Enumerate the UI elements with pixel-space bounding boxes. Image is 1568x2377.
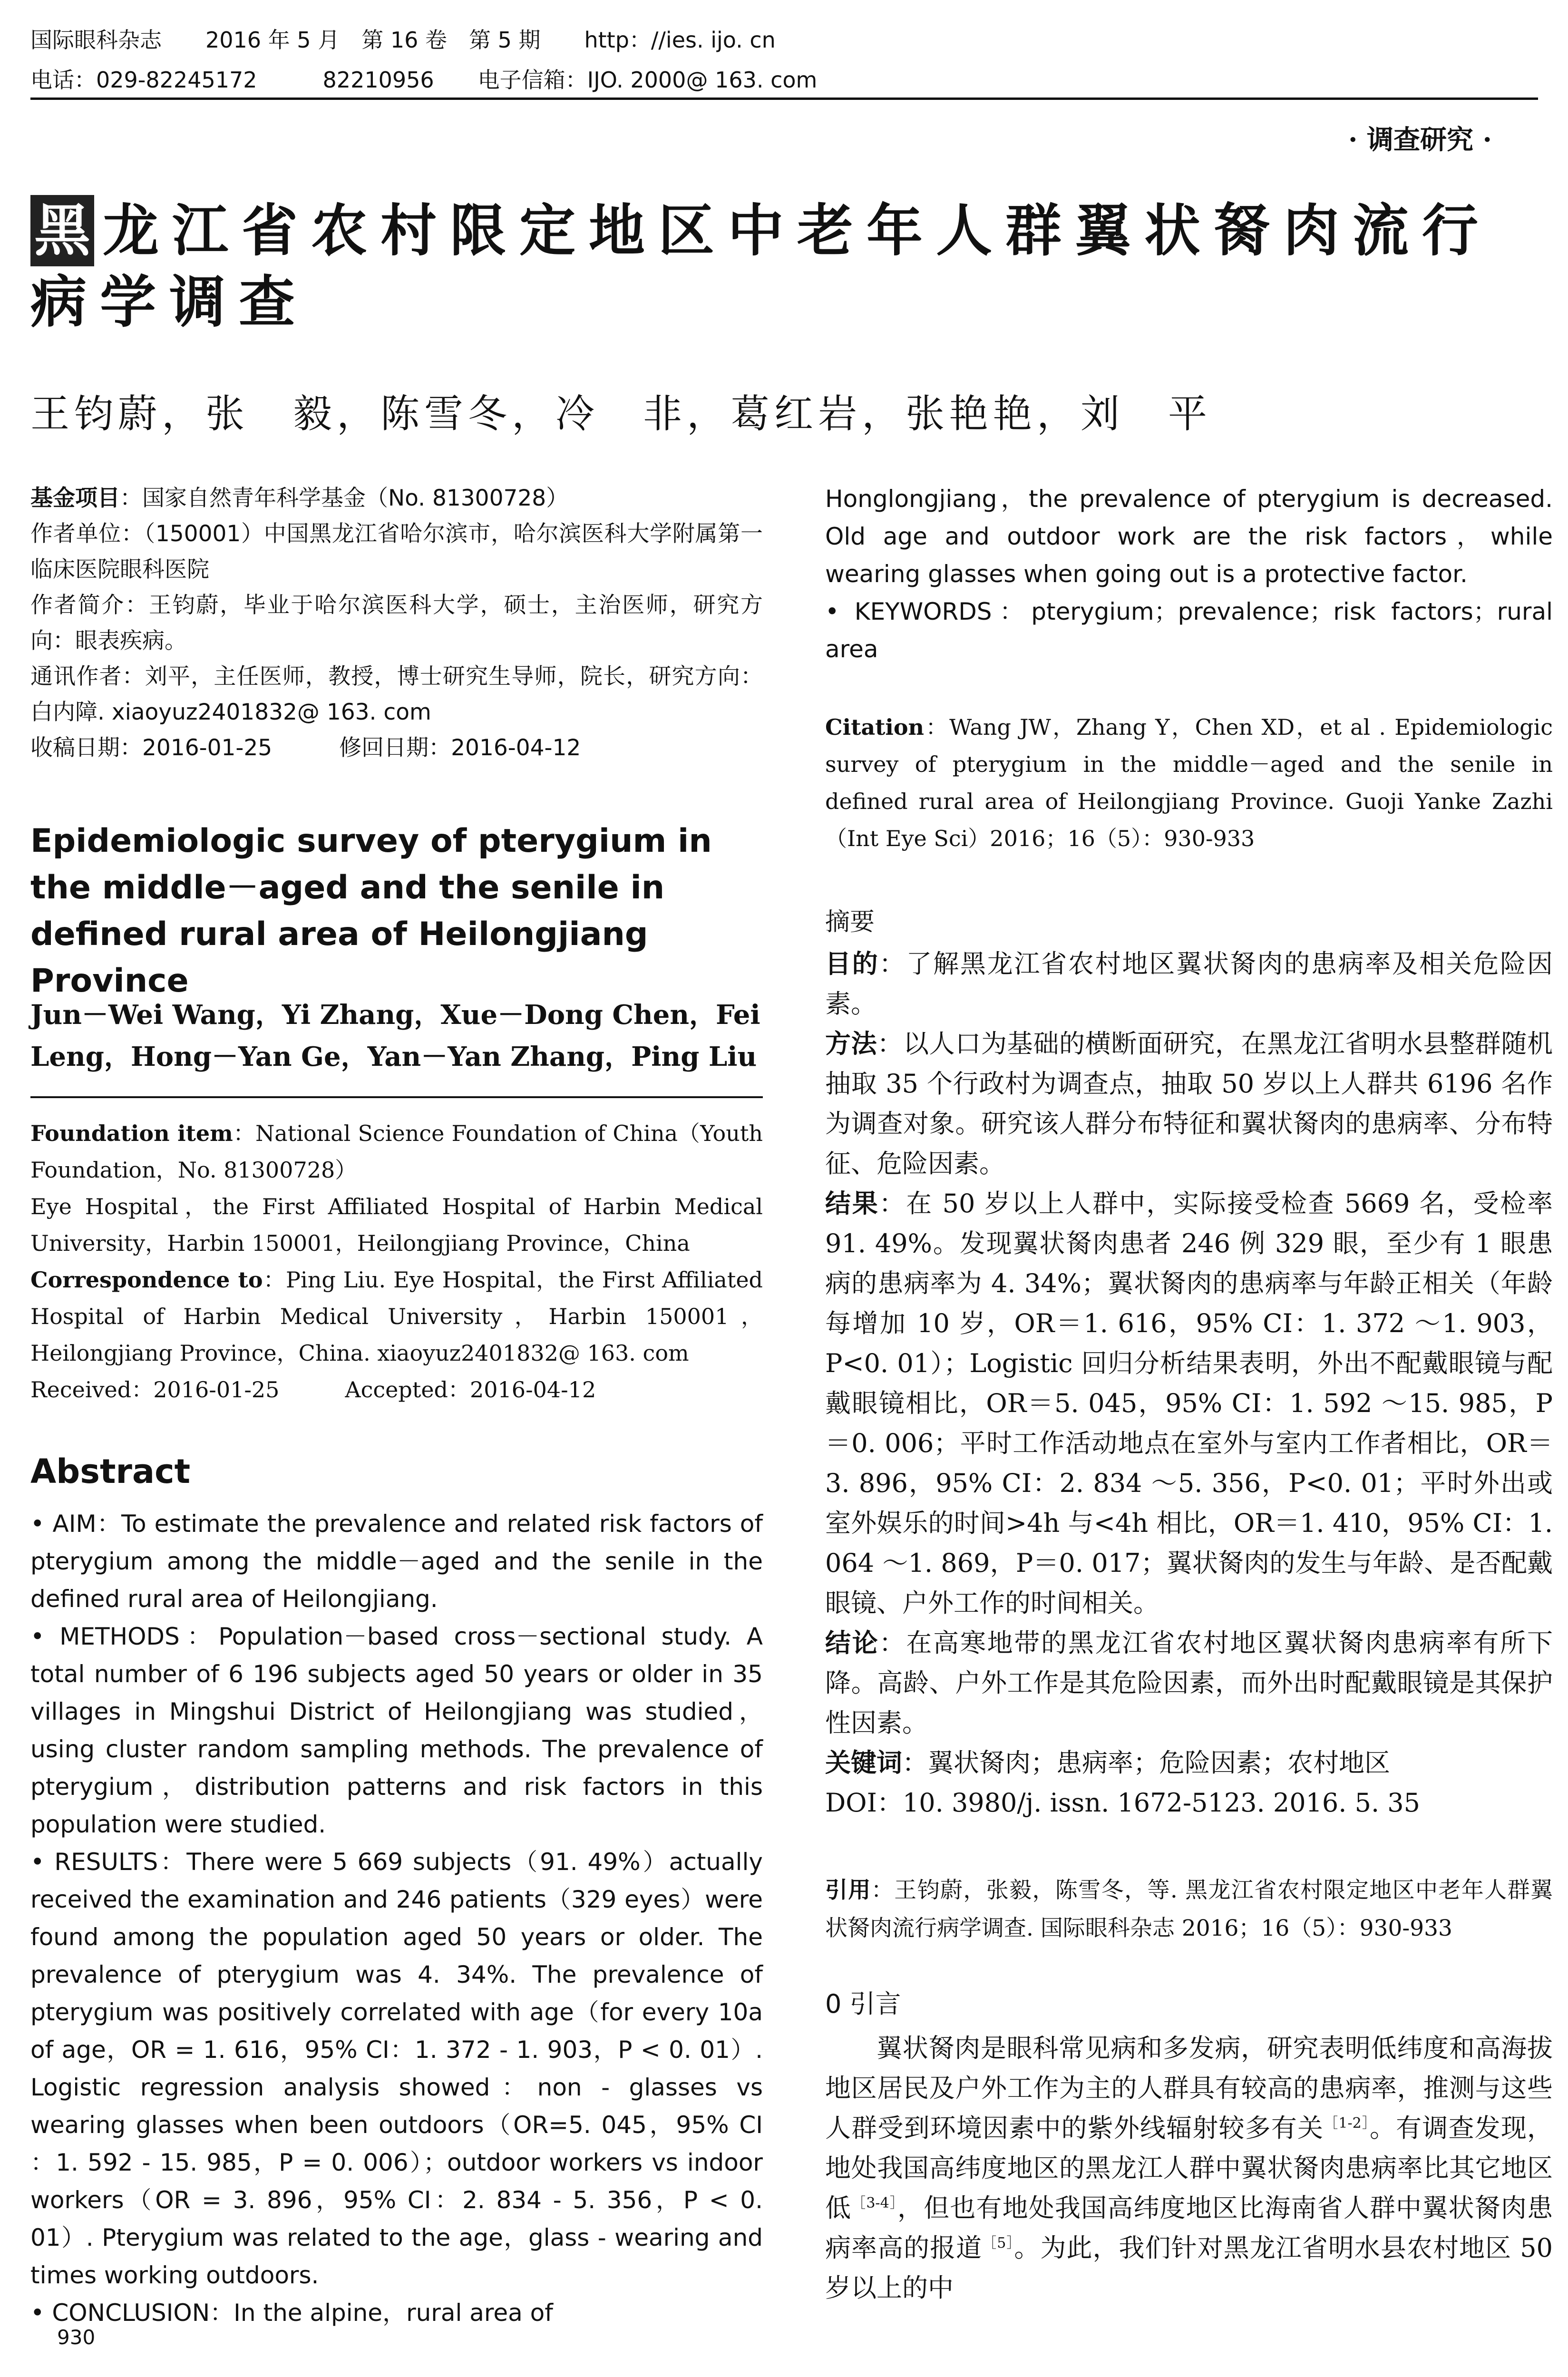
section-tag: · 调查研究 · xyxy=(1348,124,1492,156)
abstract-conclusion-start: • CONCLUSION：In the alpine，rural area of xyxy=(30,2299,553,2327)
abstract-continued xyxy=(825,480,1553,668)
affiliation-cn: 作者单位：（150001）中国黑龙江省哈尔滨市，哈尔滨医科大学附属第一临床医院眼科医院 xyxy=(30,521,763,583)
abstract-cn-results: 结果：在 50 岁以上人群中，实际接受检查 5669 名，受检率 91. 49%。发现翼状胬肉患者 246 例 329 眼，至少有 1 眼患病的患病率为 4. 34%；翼状胬肉的患病率与年龄正相关（年龄每增加 10 岁，OR＝1. 616，95% CI：1. 372 ～1. 903，P<0. 01）；Logistic 回归分析结果表明，外出不配戴眼镜与配戴眼镜相比，OR＝5. 045，95% CI：1. 592 ～15. 985，P＝0. 006；平时工作活动地点在室外与室内工作者相比，OR＝3. 896，95% CI：2. 834 ～5. 356，P<0. 01；平时外出或室外娱乐的时间>4h 与<4h 相比，OR＝1. 410，95% CI：1. 064 ～1. 869，P＝0. 017；翼状胬肉的发生与年龄、是否配戴眼镜、户外工作的时间相关。 xyxy=(825,1188,1553,1618)
abstract-cn-keywords: 关键词：翼状胬肉；患病率；危险因素；农村地区 xyxy=(825,1748,1390,1778)
authors-cn: 王钧蔚，张 毅，陈雪冬，冷 非，葛红岩，张艳艳，刘 平 xyxy=(30,391,1212,437)
article-title-en: Epidemiologic survey of pterygium in the middle－aged and the senile in defined rural area of Heilongjiang Province xyxy=(30,822,712,1000)
abstract-aim: • AIM：To estimate the prevalence and related risk factors of pterygium among the middle－aged and the senile in the defined rural area of Heilongjiang. xyxy=(30,1510,763,1613)
abstract-results: • RESULTS：There were 5 669 subjects（91. 49%）actually received the examination and 246 patients（329 eyes）were found among the population aged 50 years or older. The prevalence of pterygium was 4. 34%. The prevalence of pterygium was positively correlated with age（for every 10a of age，OR = 1. 616，95% CI：1. 372 - 1. 903，P < 0. 01）. Logistic regression analysis showed：non - glasses vs wearing glasses when been outdoors（OR=5. 045，95% CI ：1. 592 - 15. 985，P = 0. 006）；outdoor workers vs indoor workers（OR = 3. 896，95% CI：2. 834 - 5. 356，P < 0. 01）. Pterygium was related to the age，glass - wearing and times working outdoors. xyxy=(30,1848,763,2289)
doi: DOI：10. 3980/j. issn. 1672-5123. 2016. 5. 35 xyxy=(825,1788,1421,1818)
dates-cn: 收稿日期：2016-01-25 修回日期：2016-04-12 xyxy=(30,735,581,761)
authors-rule xyxy=(30,1096,763,1098)
abstract-body xyxy=(30,1505,763,2332)
intro-heading: 0 引言 xyxy=(825,1989,901,2019)
ref-1-2: ［1-2］ xyxy=(1324,2115,1370,2132)
running-header-contact: 电话：029-82245172 82210956 电子信箱：IJO. 2000@ 163. com xyxy=(30,67,818,93)
abstract-heading: Abstract xyxy=(30,1452,191,1491)
foundation-en: Foundation item：National Science Foundation of China（Youth Foundation，No. 81300728） xyxy=(30,1120,763,1183)
running-header-journal: 国际眼科杂志 2016 年 5 月 第 16 卷 第 5 期 http：//ies. ijo. cn xyxy=(30,27,776,53)
author-bio-cn: 作者简介：王钧蔚，毕业于哈尔滨医科大学，硕士，主治医师，研究方向：眼表疾病。 xyxy=(30,592,763,654)
abstract-cn xyxy=(825,944,1553,1823)
affiliation-en: Eye Hospital，the First Affiliated Hospital of Harbin Medical University，Harbin 150001，Heilongjiang Province，China xyxy=(30,1194,763,1256)
foundation-block-en xyxy=(30,1115,763,1408)
abstract-cn-conclusion: 结论：在高寒地带的黑龙江省农村地区翼状胬肉患病率有所下降。高龄、户外工作是其危险因素，而外出时配戴眼镜是其保护性因素。 xyxy=(825,1628,1553,1738)
abstract-keywords: • KEYWORDS：pterygium；prevalence；risk factors；rural area xyxy=(825,598,1553,663)
abstract-methods: • METHODS：Population－based cross－sectional study. A total number of 6 196 subjects aged 50 years or older in 35 villages in Mingshui District of Heilongjiang was studied，using cluster random sampling methods. The prevalence of pterygium，distribution patterns and risk factors in this population were studied. xyxy=(30,1623,763,1838)
citation-en: Citation：Wang JW，Zhang Y，Chen XD，et al . Epidemiologic survey of pterygium in the middle－aged and the senile in defined rural area of Heilongjiang Province. Guoji Yanke Zazhi（Int Eye Sci）2016；16（5）：930-933 xyxy=(825,714,1553,851)
title-first-char: 黑 xyxy=(30,195,94,266)
article-title-cn xyxy=(30,195,1543,338)
abstract-conclusion-cont: Honglongjiang，the prevalence of pterygium is decreased. Old age and outdoor work are the risk factors，while wearing glasses when going out is a protective factor. xyxy=(825,485,1553,588)
corresponding-cn: 通讯作者：刘平，主任医师，教授，博士研究生导师，院长，研究方向：白内障. xiaoyuz2401832@ 163. com xyxy=(30,663,763,725)
correspondence-en: Correspondence to：Ping Liu. Eye Hospital，the First Affiliated Hospital of Harbin Medical University，Harbin 150001，Heilongjiang Province，China. xiaoyuz2401832@ 163. com xyxy=(30,1267,763,1366)
received-en: Received：2016-01-25 Accepted：2016-04-12 xyxy=(30,1377,596,1403)
ref-5: ［5］ xyxy=(982,2235,1014,2251)
intro-paragraph: 翼状胬肉是眼科常见病和多发病，研究表明低纬度和高海拔地区居民及户外工作为主的人群具有较高的患病率，推测与这些人群受到环境因素中的紫外线辐射较多有关$^{[1-2]}$。有调查发现，地处我国高纬度地区的黑龙江人群中翼状胬肉患病率比其它地区低$^{[3-4]}$，但也有地处我国高纬度地区比海南省人群中翼状胬肉患病率高的报道$^{[5]}$。为此，我们针对黑龙江省明水县农村地区 50 岁以上的中 xyxy=(825,2033,1553,2303)
title-rest: 龙江省农村限定地区中老年人群翼状胬肉流行病学调查 xyxy=(30,198,1492,335)
funding-cn: 基金项目：国家自然青年科学基金（No. 81300728） xyxy=(30,485,569,511)
abstract-cn-objective: 目的：了解黑龙江省农村地区翼状胬肉的患病率及相关危险因素。 xyxy=(825,949,1553,1019)
zhaiyao-heading: 摘要 xyxy=(825,908,875,936)
abstract-cn-methods: 方法：以人口为基础的横断面研究，在黑龙江省明水县整群随机抽取 35 个行政村为调查点，抽取 50 岁以上人群共 6196 名作为调查对象。研究该人群分布特征和翼状胬肉的患病率、分布特征、危险因素。 xyxy=(825,1029,1553,1179)
page-number: 930 xyxy=(57,2326,96,2349)
header-rule xyxy=(30,97,1538,100)
meta-cn-block xyxy=(30,480,763,766)
citation-cn: 引用：王钧蔚，张毅，陈雪冬，等. 黑龙江省农村限定地区中老年人群翼状胬肉流行病学调查. 国际眼科杂志 2016；16（5）：930-933 xyxy=(825,1877,1553,1941)
ref-3-4: ［3-4］ xyxy=(851,2195,897,2211)
authors-en: Jun－Wei Wang，Yi Zhang，Xue－Dong Chen，Fei Leng，Hong－Yan Ge，Yan－Yan Zhang，Ping Liu xyxy=(30,999,760,1072)
